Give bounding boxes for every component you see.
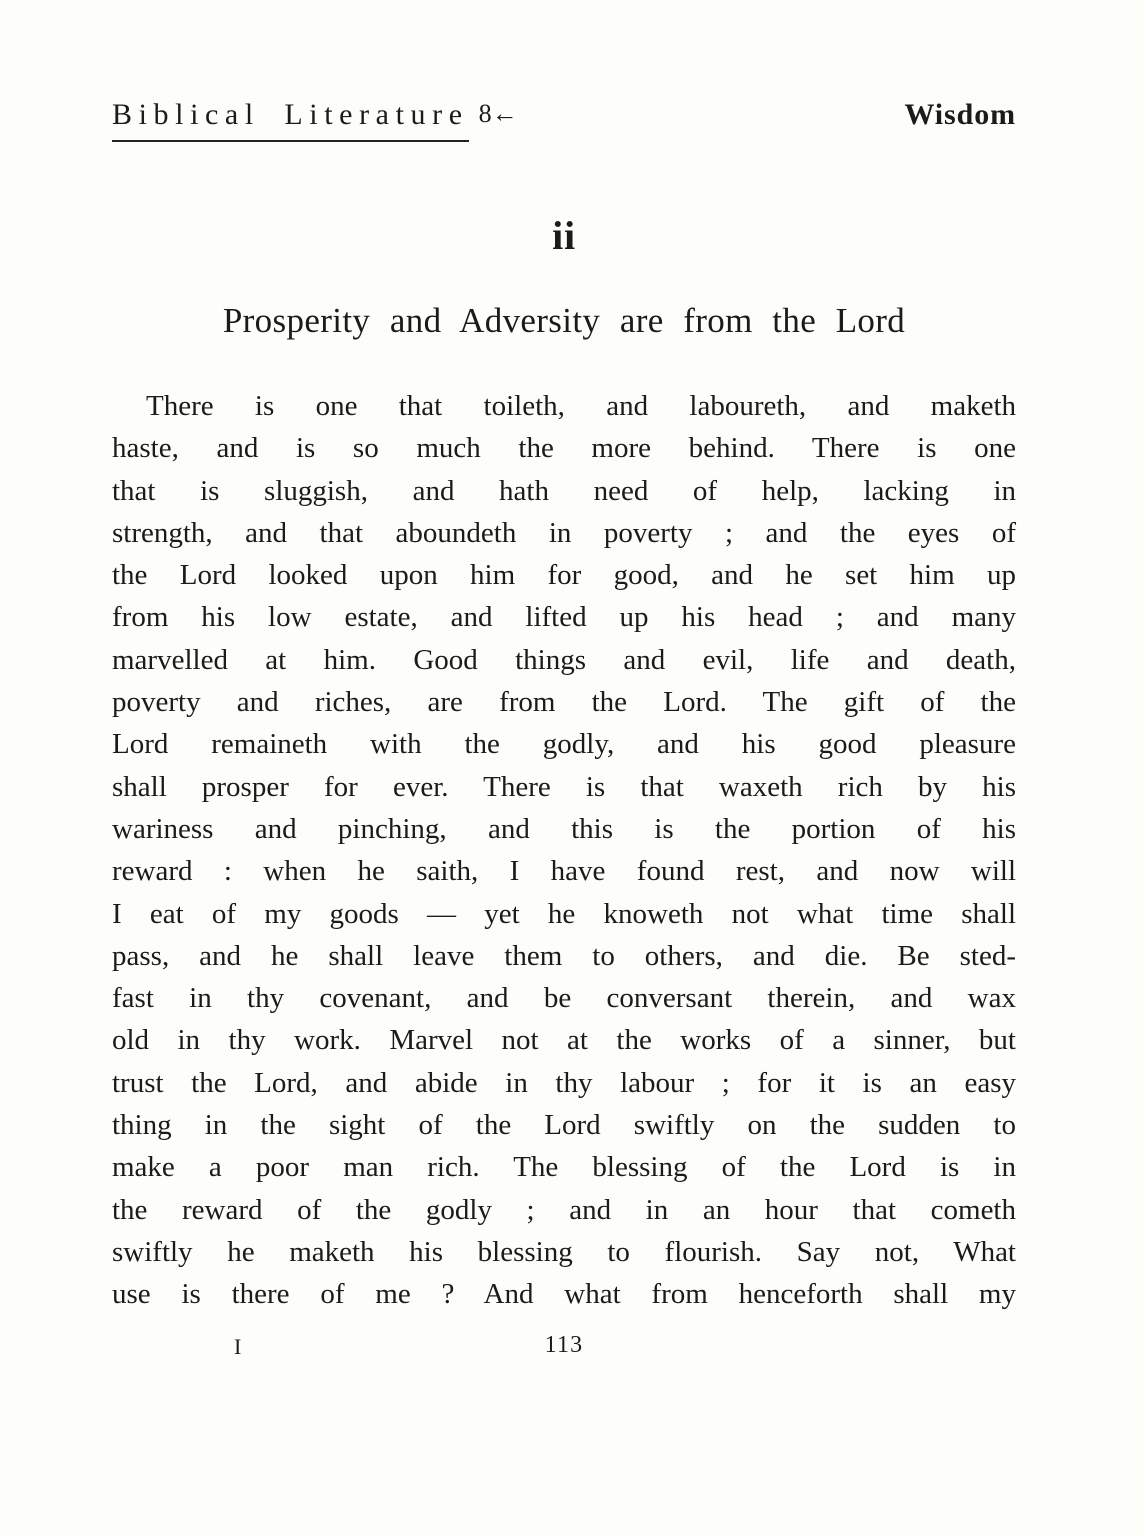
- text-line: I eat of my goods — yet he knoweth not what time shall: [112, 897, 1016, 930]
- text-line: poverty and riches, are from the Lord. The gift of the: [112, 686, 1016, 719]
- series-title: Biblical Literature: [112, 98, 469, 142]
- text-line: There is one that toileth, and laboureth, and maketh: [146, 390, 1016, 422]
- text-line: the Lord looked upon him for good, and he set him up: [112, 559, 1016, 592]
- text-line: swiftly he maketh his blessing to flourish. Say not, What: [112, 1235, 1016, 1268]
- text-line: haste, and is so much the more behind. There is one: [112, 432, 1016, 465]
- chapter-number: ii: [552, 213, 576, 258]
- text-line: pass, and he shall leave them to others, and die. Be sted-: [112, 939, 1016, 972]
- chapter-title: Prosperity and Adversity are from the Lord: [222, 301, 906, 340]
- text-line: old in thy work. Marvel not at the works of a sinner, but: [112, 1024, 1016, 1057]
- text-line: Lord remaineth with the godly, and his good pleasure: [112, 728, 1016, 761]
- text-line: the reward of the godly ; and in an hour that cometh: [112, 1193, 1016, 1226]
- text-line: thing in the sight of the Lord swiftly on the sudden to: [112, 1109, 1016, 1142]
- text-line: strength, and that aboundeth in poverty ; and the eyes of: [112, 516, 1016, 549]
- printers-ornament-icon: 8←: [478, 99, 518, 128]
- running-head-section: Wisdom: [904, 98, 1016, 131]
- text-line: from his low estate, and lifted up his head ; and many: [112, 601, 1016, 634]
- signature-mark: I: [234, 1333, 242, 1359]
- text-line: wariness and pinching, and this is the portion of his: [112, 812, 1016, 845]
- running-head-left: [112, 98, 518, 142]
- text-line: that is sluggish, and hath need of help, lacking in: [112, 474, 1016, 507]
- text-line: reward : when he saith, I have found rest, and now will: [112, 855, 1016, 888]
- text-line: shall prosper for ever. There is that waxeth rich by his: [112, 770, 1016, 803]
- text-line: make a poor man rich. The blessing of the Lord is in: [112, 1151, 1016, 1184]
- running-head: [112, 98, 1016, 142]
- page-number: 113: [544, 1331, 584, 1358]
- text-line: trust the Lord, and abide in thy labour ; for it is an easy: [112, 1066, 1016, 1099]
- text-line: fast in thy covenant, and be conversant therein, and wax: [112, 982, 1016, 1015]
- page-footer: [112, 1332, 1016, 1359]
- text-line: marvelled at him. Good things and evil, life and death,: [112, 643, 1016, 676]
- text-line: use is there of me ? And what from henceforth shall my: [112, 1278, 1016, 1311]
- body-text: [112, 385, 1016, 1316]
